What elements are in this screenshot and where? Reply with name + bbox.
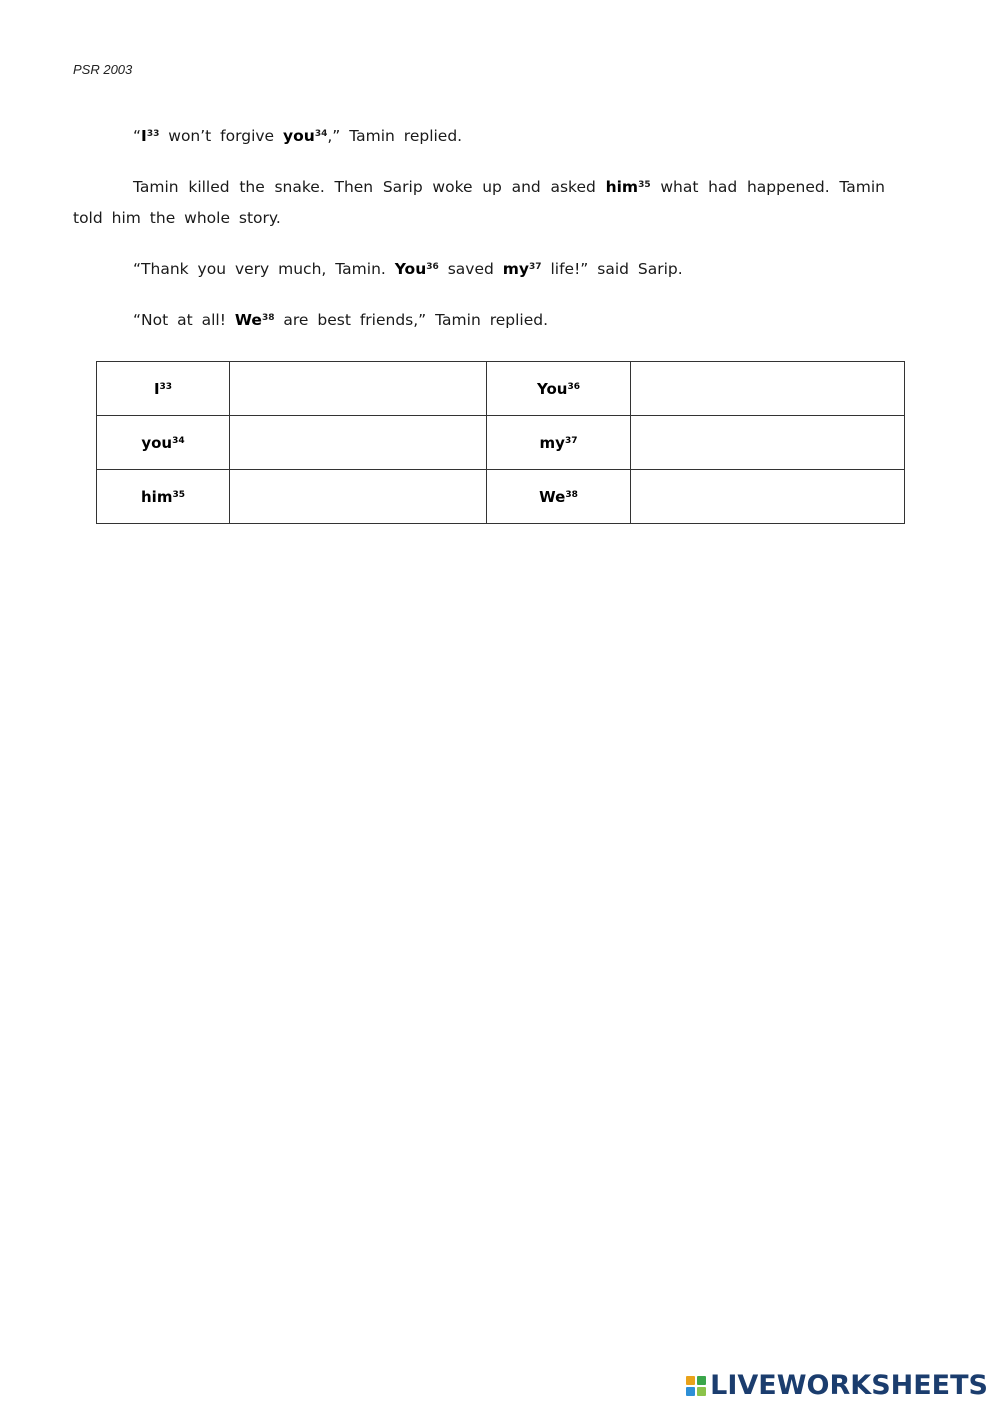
pronoun-34: you [283,127,315,145]
pronoun-label-cell: him$^{35}$ [97,470,230,524]
answer-input-cell[interactable] [631,470,905,524]
pronoun-label-cell: you$^{34}$ [97,416,230,470]
open-quote: “ [133,127,142,145]
pronoun-38: We [234,311,262,329]
story-paragraph-2 [73,172,885,234]
table-row [97,470,905,524]
table-row [97,362,905,416]
pronoun-38-number: 38 [261,313,275,323]
story-text: what had happened. Tamin told him the whole story. [73,178,885,227]
answer-input-cell[interactable] [631,362,905,416]
pronoun-37-number: 37 [529,262,542,272]
table-row [97,416,905,470]
story-text: “Thank you very much, Tamin. [133,260,395,278]
pronoun-label-cell: You$^{36}$ [487,362,631,416]
story-paragraph-4 [73,305,885,336]
story-text: won’t forgive [159,127,284,145]
pronoun-33: I [141,127,147,145]
answer-input-cell[interactable] [230,470,487,524]
liveworksheets-logo-icon [686,1376,706,1396]
answer-input-cell[interactable] [230,416,487,470]
logo-square [686,1387,695,1396]
story-paragraph-1 [73,121,885,152]
pronoun-label-cell: $I^{33}$ [97,362,230,416]
logo-wordmark: LIVEWORKSHEETS [710,1370,988,1401]
pronoun-33-number: 33 [146,129,160,139]
pronoun-35: him [605,178,639,196]
pronoun-36-number: 36 [426,262,439,272]
story-text: ,” Tamin replied. [327,127,463,145]
pronoun-36: You [394,260,427,278]
pronoun-37: my [502,260,530,278]
answer-table [96,361,905,524]
pronoun-34-number: 34 [314,129,328,139]
pronoun-label-cell: We$^{38}$ [487,470,631,524]
pronoun-35-number: 35 [638,180,651,190]
logo-square [697,1376,706,1385]
story-paragraph-3 [73,254,885,285]
logo-square [686,1376,695,1385]
story-text: are best friends,” Tamin replied. [274,311,549,329]
answer-input-cell[interactable] [631,416,905,470]
liveworksheets-logo[interactable] [686,1372,988,1399]
story-text: saved [438,260,503,278]
answer-input-cell[interactable] [230,362,487,416]
logo-square [697,1387,706,1396]
story-text: life!” said Sarip. [541,260,683,278]
story-text: “Not at all! [133,311,235,329]
pronoun-label-cell: $my^{37}$ [487,416,631,470]
story-text: Tamin killed the snake. Then Sarip woke up and asked [133,178,606,196]
header-reference: PSR 2003 [73,62,133,77]
